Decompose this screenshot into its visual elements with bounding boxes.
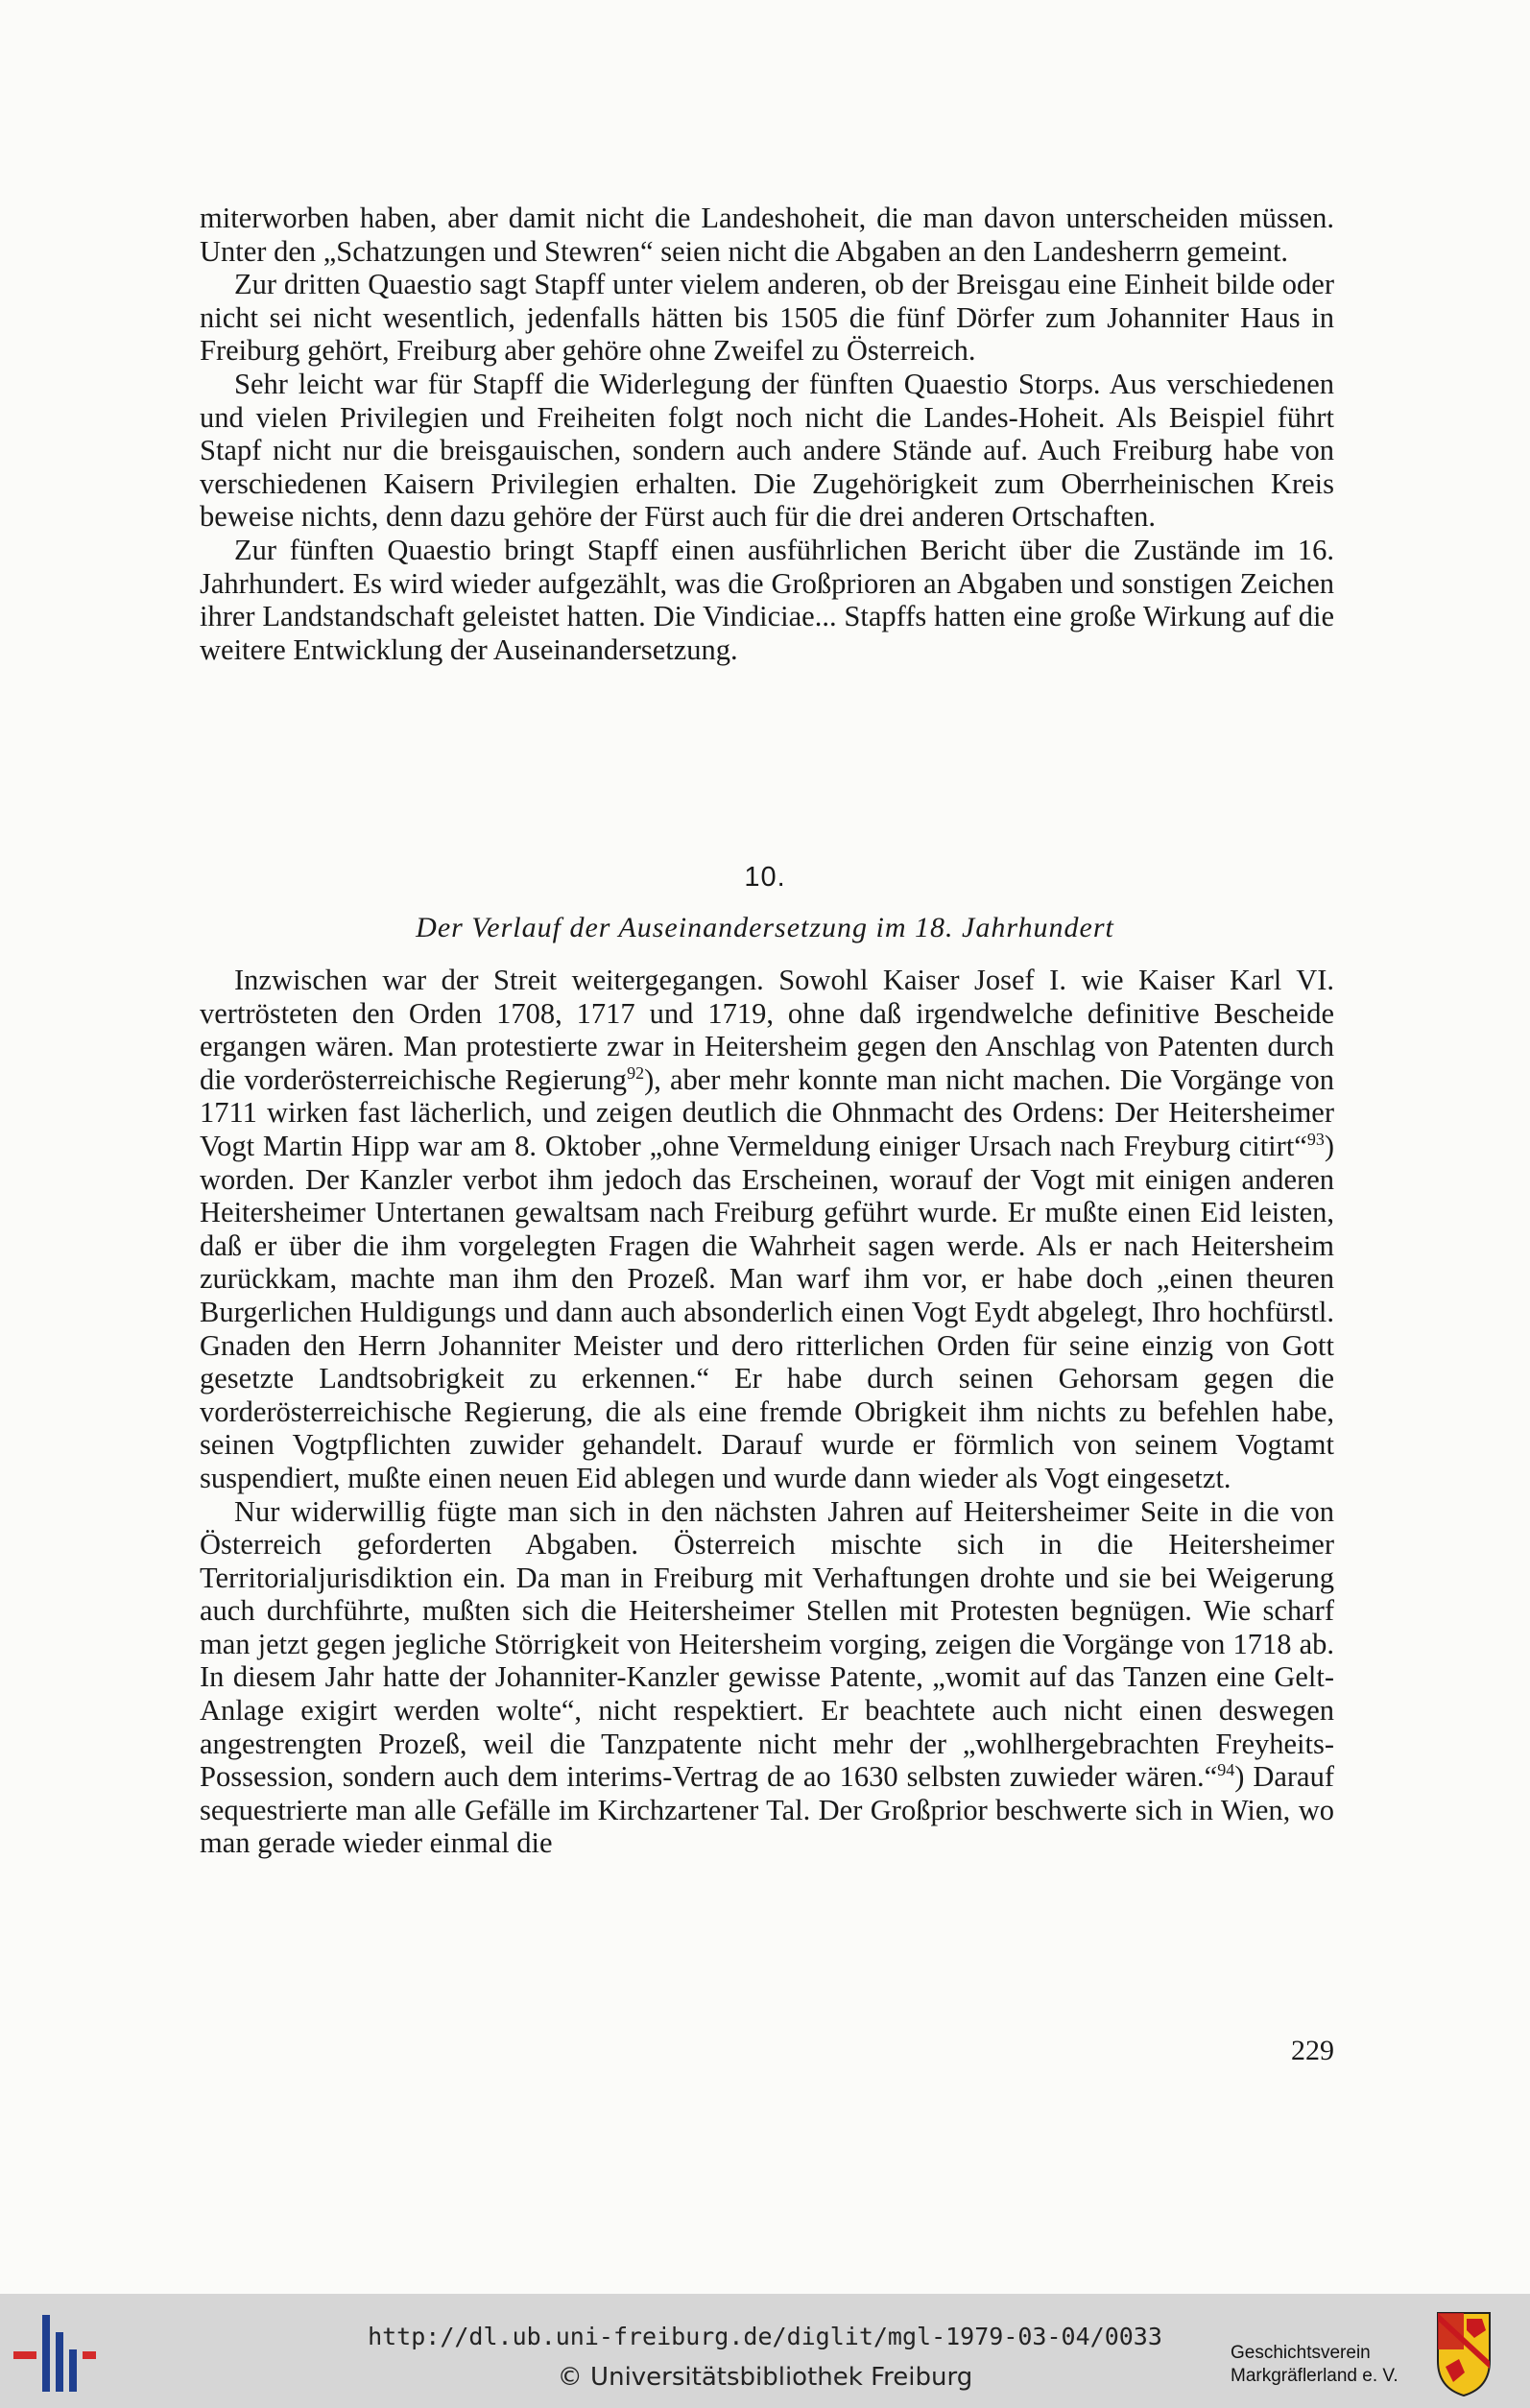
footnote-ref: 93 <box>1306 1129 1325 1149</box>
body-text-top <box>200 202 1334 666</box>
permalink-url[interactable]: http://dl.ub.uni-freiburg.de/diglit/mgl-1979-03-04/0033 <box>368 2323 1162 2350</box>
page-number: 229 <box>1291 2035 1334 2066</box>
text-run: ) Darauf sequestrierte man alle Gefälle im Kirchzartener Tal. Der Großprior beschwerte sich in Wien, wo man gerade wieder einmal die <box>200 1760 1334 1860</box>
coat-of-arms-icon <box>1436 2311 1492 2397</box>
publisher-name <box>1231 2342 1442 2388</box>
text-run: ), aber mehr konnte man nicht machen. Die Vorgänge von 1711 wirken fast lächerlich, und zeigen deutlich die Ohnmacht des Ordens: Der Heitersheimer Vogt Martin Hipp war am 8. Oktober „ohne Vermeldung einiger Ursach nach Freyburg citirt“ <box>200 1062 1334 1162</box>
footnote-ref: 92 <box>627 1062 645 1083</box>
section-title: Der Verlauf der Auseinandersetzung im 18. Jahrhundert <box>416 912 1114 943</box>
text-run: Inzwischen war der Streit weitergegangen. Sowohl Kaiser Josef I. wie Kaiser Karl VI. vertrösteten den Orden 1708, 1717 und 1719, ohne daß irgendwelche definitive Bescheide ergangen wären. Man protestierte zwar in Heitersheim gegen den Anschlag von Patenten durch die vorderösterreichische Regierung <box>200 964 1334 1096</box>
paragraph: Zur dritten Quaestio sagt Stapff unter vielem anderen, ob der Breisgau eine Einheit bilde oder nicht sei nicht wesentlich, jedenfalls hätten bis 1505 die fünf Dörfer zum Johanniter Haus in Freiburg gehört, Freiburg aber gehöre ohne Zweifel zu Österreich. <box>200 268 1334 368</box>
text-run: ) worden. Der Kanzler verbot ihm jedoch das Erscheinen, worauf der Vogt mit einigen anderen Heitersheimer Untertanen gewaltsam nach Freiburg geführt wurde. Er mußte einen Eid leisten, daß er über die ihm vorgelegten Fragen die Wahrheit sagen werde. Als er nach Heitersheim zurückkam, machte man ihm den Prozeß. Man warf ihm vor, er habe doch „einen theuren Burgerlichen Huldigungs und dann auch absonderlich einen Vogt Eydt abgelegt, Ihro hochfürstl. Gnaden den Herrn Johanniter Meister und dero ritterlichen Orden für seine einzig von Gott gesetzte Landtsobrigkeit zu erkennen.“ Er habe durch seinen Gehorsam gegen die vorderösterreichische Regierung, die als eine fremde Obrigkeit ihm nichts zu befehlen habe, seinen Vogtpflichten zuwider gehandelt. Darauf wurde er förmlich von seinem Vogtamt suspendiert, mußte einen neuen Eid ablegen und wurde dann wieder als Vogt eingesetzt. <box>200 1129 1334 1494</box>
copyright-text: © Universitätsbibliothek Freiburg <box>557 2363 973 2392</box>
logo-dash <box>83 2351 96 2359</box>
paragraph <box>200 1495 1334 1861</box>
paragraph: Zur fünften Quaestio bringt Stapff einen ausführlichen Bericht über die Zustände im 16. Jahrhundert. Es wird wieder aufgezählt, was die Großprioren an Abgaben und sonstigen Zeichen ihrer Landstandschaft geleistet hatten. Die Vindiciae... Stapffs hatten eine große Wirkung auf die weitere Entwicklung der Auseinandersetzung. <box>200 533 1334 666</box>
body-text-bottom <box>200 964 1334 1860</box>
paragraph <box>200 964 1334 1495</box>
text-run: Nur widerwillig fügte man sich in den nächsten Jahren auf Heitersheimer Seite in die von Österreich geforderten Abgaben. Österreich mischte sich in die Heitersheimer Territorialjurisdiktion ein. Da man in Freiburg mit Verhaftungen drohte und sie bei Weigerung auch durchführte, mußten sich die Heitersheimer Stellen mit Protesten begnügen. Wie scharf man jetzt gegen jegliche Störrigkeit von Heitersheim vorging, zeigen die Vorgänge von 1718 ab. In diesem Jahr hatte der Johanniter-Kanzler gewisse Patente, „womit auf das Tanzen eine Gelt-Anlage exigirt werden wolte“, nicht respektiert. Er beachtete auch nicht einen deswegen angestrengten Prozeß, weil die Tanzpatente nicht mehr der „wohlhergebrachten Freyheits-Possession, sondern auch dem interims-Vertrag de ao 1630 selbsten zuwieder wären.“ <box>200 1494 1334 1794</box>
section-number: 10. <box>744 862 786 893</box>
footer-bar <box>0 2294 1530 2408</box>
paragraph: miterworben haben, aber damit nicht die Landeshoheit, die man davon unterscheiden müssen. Unter den „Schatzungen und Stewren“ seien nicht die Abgaben an den Landesherrn gemeint. <box>200 202 1334 268</box>
publisher-line: Markgräflerland e. V. <box>1231 2366 1399 2386</box>
footnote-ref: 94 <box>1217 1760 1235 1780</box>
logo-dash <box>13 2351 36 2359</box>
paragraph: Sehr leicht war für Stapff die Widerlegung der fünften Quaestio Storps. Aus verschiedenen und vielen Privilegien und Freiheiten folgt noch nicht die Landes-Hoheit. Als Beispiel führt Stapf nicht nur die breisgauischen, sondern auch andere Stände auf. Auch Freiburg habe von verschiedenen Kaisern Privilegien erhalten. Die Zugehörigkeit zum Oberrheinischen Kreis beweise nichts, denn dazu gehöre der Fürst auch für die drei anderen Ortschaften. <box>200 367 1334 534</box>
publisher-line: Geschichtsverein <box>1231 2343 1371 2363</box>
